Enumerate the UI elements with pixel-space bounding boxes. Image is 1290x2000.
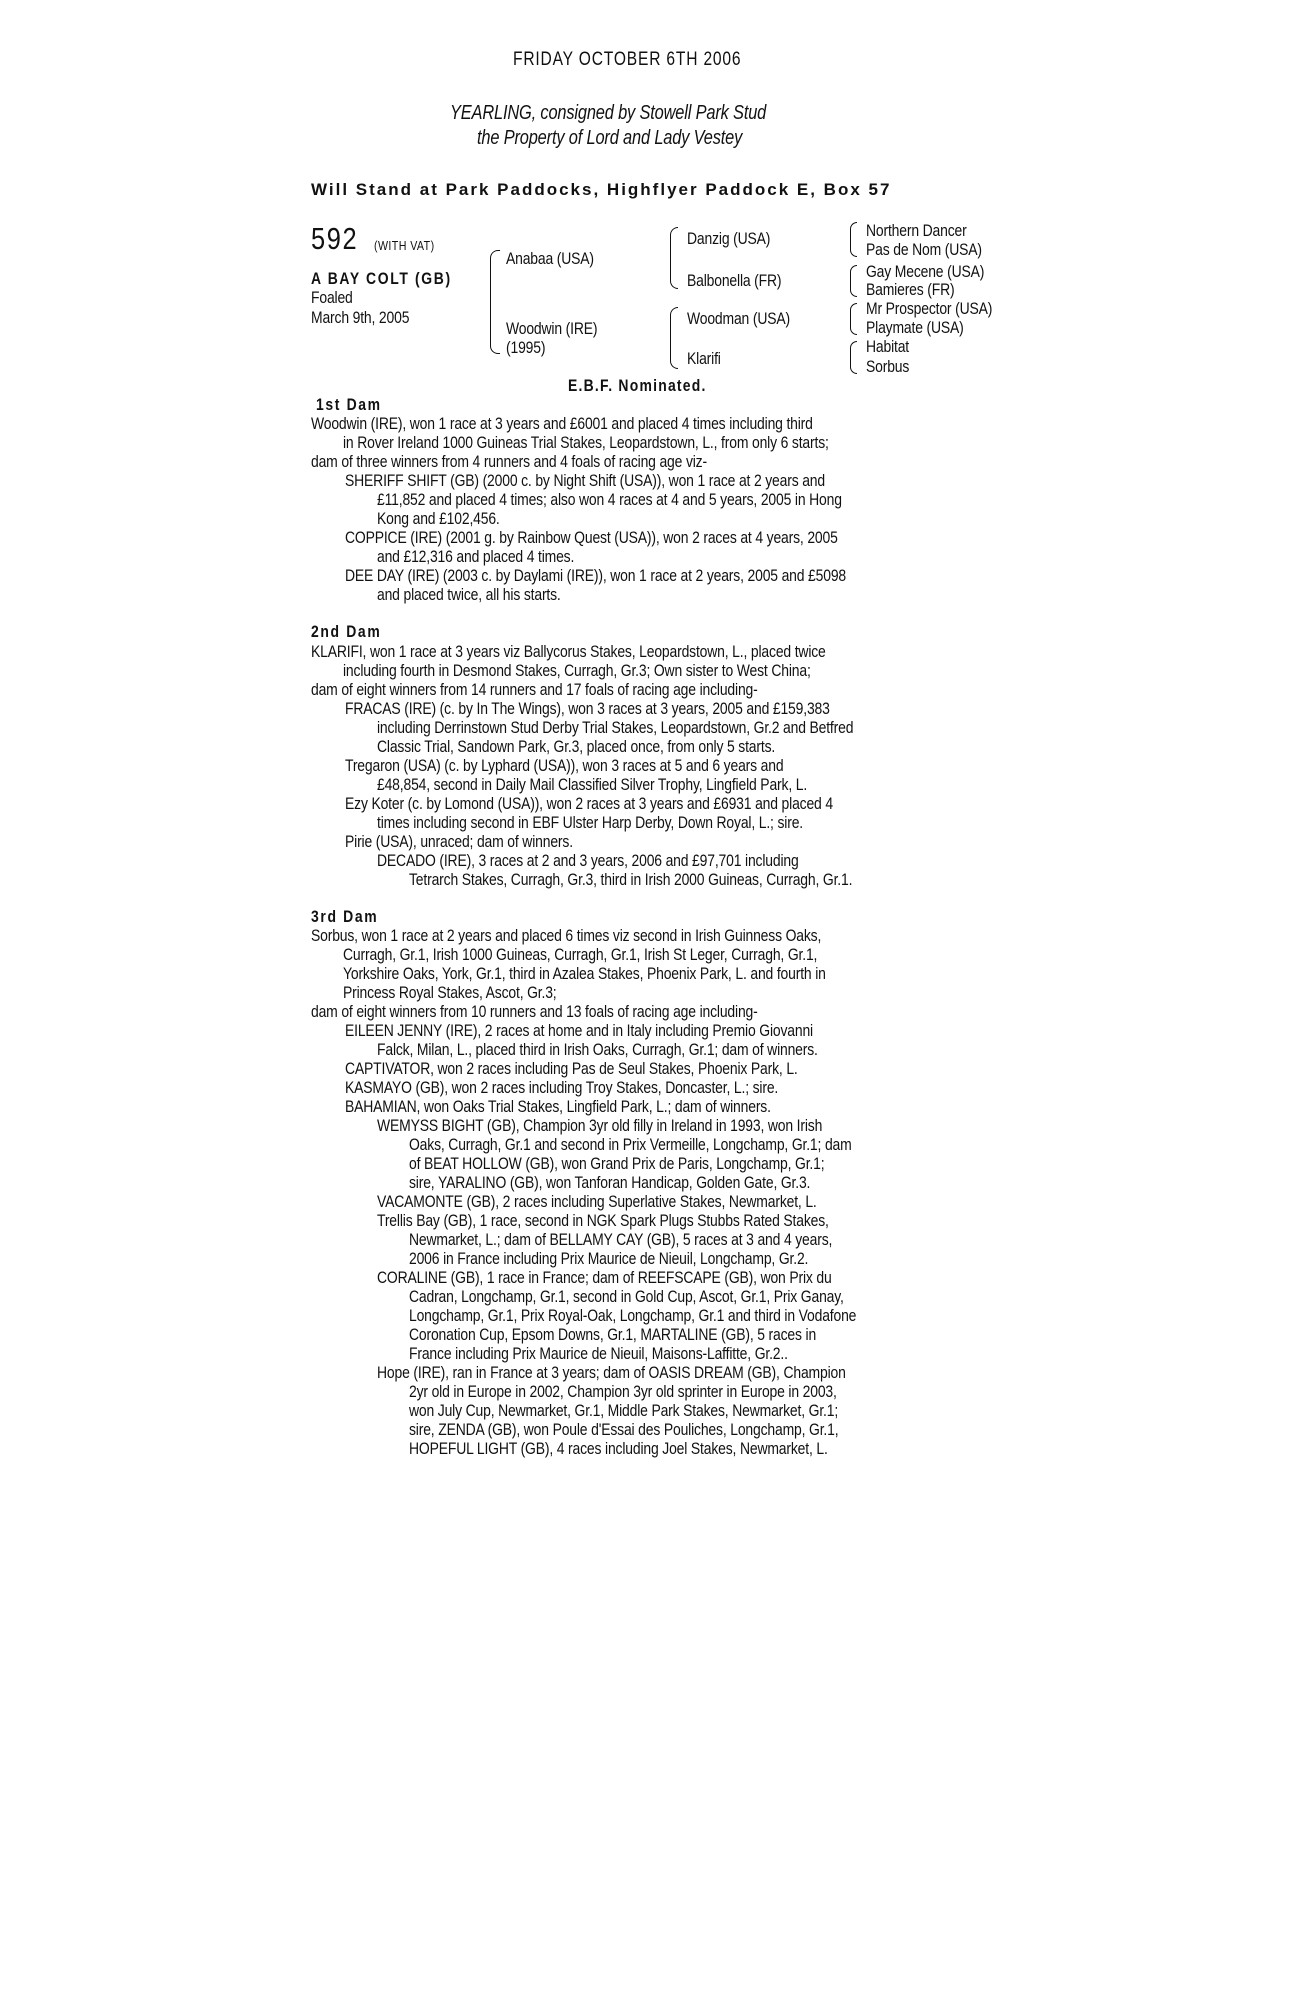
- dam3-line: Newmarket, L.; dam of BELLAMY CAY (GB), 5 races at 3 and 4 years,: [409, 1230, 833, 1249]
- foaled-label: Foaled: [311, 288, 353, 307]
- dam2-line: DECADO (IRE), 3 races at 2 and 3 years, 2006 and £97,701 including: [377, 851, 799, 870]
- ggs-brace-3: [850, 303, 857, 335]
- dam3-line: 2006 in France including Prix Maurice de Nieuil, Longchamp, Gr.2.: [409, 1249, 809, 1268]
- dam2-line: KLARIFI, won 1 race at 3 years viz Ballycorus Stakes, Leopardstown, L., placed twice: [311, 642, 826, 661]
- section-heading-3rd-dam: 3rd Dam: [311, 907, 379, 926]
- dam3-line: Falck, Milan, L., placed third in Irish Oaks, Curragh, Gr.1; dam of winners.: [377, 1040, 818, 1059]
- dam3-line: VACAMONTE (GB), 2 races including Superlative Stakes, Newmarket, L.: [377, 1192, 817, 1211]
- sale-date: FRIDAY OCTOBER 6TH 2006: [513, 49, 742, 70]
- dam3-line: BAHAMIAN, won Oaks Trial Stakes, Lingfield Park, L.; dam of winners.: [345, 1097, 771, 1116]
- dam2-line: Pirie (USA), unraced; dam of winners.: [345, 832, 573, 851]
- great-grandsire: Northern Dancer: [866, 221, 967, 240]
- dam3-line: dam of eight winners from 10 runners and 13 foals of racing age including-: [311, 1002, 758, 1021]
- great-grandsire: Pas de Nom (USA): [866, 240, 982, 259]
- dam3-line: sire, ZENDA (GB), won Poule d'Essai des Pouliches, Longchamp, Gr.1,: [409, 1420, 839, 1439]
- dam3-line: CORALINE (GB), 1 race in France; dam of REEFSCAPE (GB), won Prix du: [377, 1268, 832, 1287]
- sire-name: Anabaa (USA): [506, 249, 594, 268]
- ebf-nominated: E.B.F. Nominated.: [568, 376, 707, 395]
- dam3-line: Cadran, Longchamp, Gr.1, second in Gold Cup, Ascot, Gr.1, Prix Ganay,: [409, 1287, 844, 1306]
- dam1-line: and £12,316 and placed 4 times.: [377, 547, 575, 566]
- dam-line-brace: [670, 307, 678, 369]
- dam1-line: DEE DAY (IRE) (2003 c. by Daylami (IRE)), won 1 race at 2 years, 2005 and £5098: [345, 566, 846, 585]
- dam3-line: France including Prix Maurice de Nieuil, Maisons-Laffitte, Gr.2..: [409, 1344, 788, 1363]
- section-heading-2nd-dam: 2nd Dam: [311, 622, 382, 641]
- foaled-date: March 9th, 2005: [311, 308, 410, 327]
- consignor-line: YEARLING, consigned by Stowell Park Stud: [450, 102, 767, 124]
- dam3-line: Curragh, Gr.1, Irish 1000 Guineas, Curragh, Gr.1, Irish St Leger, Curragh, Gr.1,: [343, 945, 818, 964]
- dam1-line: dam of three winners from 4 runners and 4 foals of racing age viz-: [311, 452, 707, 471]
- dam3-line: HOPEFUL LIGHT (GB), 4 races including Joel Stakes, Newmarket, L.: [409, 1439, 828, 1458]
- dam2-line: Tregaron (USA) (c. by Lyphard (USA)), won 3 races at 5 and 6 years and: [345, 756, 784, 775]
- dam3-line: Trellis Bay (GB), 1 race, second in NGK Spark Plugs Stubbs Rated Stakes,: [377, 1211, 829, 1230]
- section-heading-1st-dam: 1st Dam: [316, 395, 382, 414]
- dam1-line: COPPICE (IRE) (2001 g. by Rainbow Quest (USA)), won 2 races at 4 years, 2005: [345, 528, 838, 547]
- dam2-line: Tetrarch Stakes, Curragh, Gr.3, third in Irish 2000 Guineas, Curragh, Gr.1.: [409, 870, 853, 889]
- dam3-line: EILEEN JENNY (IRE), 2 races at home and in Italy including Premio Giovanni: [345, 1021, 813, 1040]
- great-grandsire: Playmate (USA): [866, 318, 964, 337]
- ggs-brace-1: [850, 222, 857, 257]
- horse-description: A BAY COLT (GB): [311, 269, 452, 288]
- dam3-line: won July Cup, Newmarket, Gr.1, Middle Park Stakes, Newmarket, Gr.1;: [409, 1401, 839, 1420]
- dam2-line: Classic Trial, Sandown Park, Gr.3, placed once, from only 5 starts.: [377, 737, 776, 756]
- dam2-line: dam of eight winners from 14 runners and 17 foals of racing age including-: [311, 680, 758, 699]
- owner-line: the Property of Lord and Lady Vestey: [477, 127, 743, 149]
- dam3-line: sire, YARALINO (GB), won Tanforan Handicap, Golden Gate, Gr.3.: [409, 1173, 811, 1192]
- great-grandsire: Mr Prospector (USA): [866, 299, 993, 318]
- stand-location: Will Stand at Park Paddocks, Highflyer Paddock E, Box 57: [311, 180, 892, 199]
- dam3-line: Hope (IRE), ran in France at 3 years; dam of OASIS DREAM (GB), Champion: [377, 1363, 846, 1382]
- dam1-line: in Rover Ireland 1000 Guineas Trial Stakes, Leopardstown, L., from only 6 starts;: [343, 433, 829, 452]
- great-grandsire: Habitat: [866, 337, 910, 356]
- dam2-line: £48,854, second in Daily Mail Classified Silver Trophy, Lingfield Park, L.: [377, 775, 808, 794]
- vat-note: (WITH VAT): [374, 238, 435, 253]
- dam1-line: Woodwin (IRE), won 1 race at 3 years and £6001 and placed 4 times including third: [311, 414, 813, 433]
- great-grandsire: Gay Mecene (USA): [866, 262, 985, 281]
- dam3-line: Coronation Cup, Epsom Downs, Gr.1, MARTALINE (GB), 5 races in: [409, 1325, 817, 1344]
- grandsire-1: Danzig (USA): [687, 229, 771, 248]
- dam3-line: Oaks, Curragh, Gr.1 and second in Prix Vermeille, Longchamp, Gr.1; dam: [409, 1135, 852, 1154]
- sire-dam-brace: [490, 250, 500, 354]
- dam3-line: KASMAYO (GB), won 2 races including Troy Stakes, Doncaster, L.; sire.: [345, 1078, 779, 1097]
- dam2-line: including Derrinstown Stud Derby Trial Stakes, Leopardstown, Gr.2 and Betfred: [377, 718, 854, 737]
- dam3-line: 2yr old in Europe in 2002, Champion 3yr old sprinter in Europe in 2003,: [409, 1382, 837, 1401]
- dam3-line: Longchamp, Gr.1, Prix Royal-Oak, Longchamp, Gr.1 and third in Vodafone: [409, 1306, 857, 1325]
- dam2-line: FRACAS (IRE) (c. by In The Wings), won 3 races at 3 years, 2005 and £159,383: [345, 699, 830, 718]
- ggs-brace-4: [850, 341, 857, 374]
- dam3-line: WEMYSS BIGHT (GB), Champion 3yr old filly in Ireland in 1993, won Irish: [377, 1116, 823, 1135]
- sire-line-brace: [670, 227, 678, 289]
- dam-name: Woodwin (IRE): [506, 319, 598, 338]
- dam2-line: including fourth in Desmond Stakes, Curragh, Gr.3; Own sister to West China;: [343, 661, 811, 680]
- dam-year: (1995): [506, 338, 546, 357]
- dam1-line: and placed twice, all his starts.: [377, 585, 561, 604]
- great-grandsire: Sorbus: [866, 357, 910, 376]
- great-grandsire: Bamieres (FR): [866, 280, 955, 299]
- dam1-line: SHERIFF SHIFT (GB) (2000 c. by Night Shift (USA)), won 1 race at 2 years and: [345, 471, 825, 490]
- dam3-line: CAPTIVATOR, won 2 races including Pas de Seul Stakes, Phoenix Park, L.: [345, 1059, 798, 1078]
- dam2-line: times including second in EBF Ulster Harp Derby, Down Royal, L.; sire.: [377, 813, 803, 832]
- dam3-line: of BEAT HOLLOW (GB), won Grand Prix de Paris, Longchamp, Gr.1;: [409, 1154, 825, 1173]
- dam3-line: Princess Royal Stakes, Ascot, Gr.3;: [343, 983, 557, 1002]
- grandsire-2: Balbonella (FR): [687, 271, 782, 290]
- dam2-line: Ezy Koter (c. by Lomond (USA)), won 2 races at 3 years and £6931 and placed 4: [345, 794, 833, 813]
- grandsire-4: Klarifi: [687, 349, 721, 368]
- dam3-line: Sorbus, won 1 race at 2 years and placed 6 times viz second in Irish Guinness Oaks,: [311, 926, 822, 945]
- dam3-line: Yorkshire Oaks, York, Gr.1, third in Azalea Stakes, Phoenix Park, L. and fourth in: [343, 964, 826, 983]
- dam1-line: £11,852 and placed 4 times; also won 4 races at 4 and 5 years, 2005 in Hong: [377, 490, 842, 509]
- lot-number: 592: [311, 221, 359, 256]
- grandsire-3: Woodman (USA): [687, 309, 790, 328]
- ggs-brace-2: [850, 265, 857, 297]
- dam1-line: Kong and £102,456.: [377, 509, 500, 528]
